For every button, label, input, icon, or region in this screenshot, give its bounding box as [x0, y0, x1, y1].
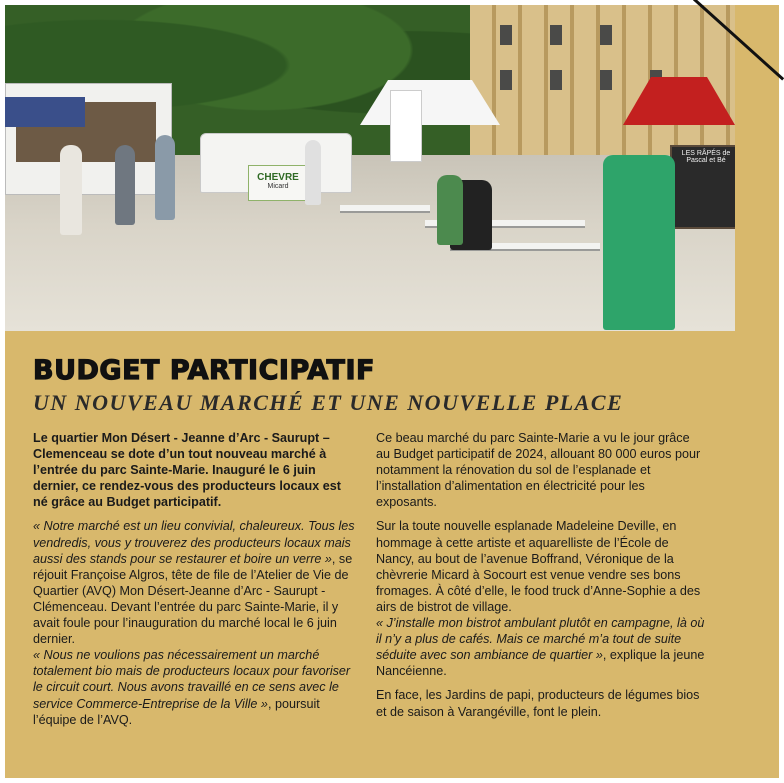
chalkboard-text: LES RÂPÉS de Pascal et Bé: [681, 150, 731, 164]
person: [115, 145, 135, 225]
cheese-sign-title: CHEVRE: [257, 172, 299, 183]
right-paragraph-2: [376, 518, 706, 679]
building-window: [500, 70, 512, 90]
person: [437, 175, 463, 245]
quote: « J’installe mon bistrot ambulant plutôt en campagne, là où il n’y a plus de cafés. Mais ce marché m’a tout de suite séduite avec son ambiance de quartier »: [376, 616, 705, 663]
menu-chalkboard: [670, 145, 735, 229]
right-paragraph-3: En face, les Jardins de papi, producteurs de légumes bios et de saison à Varangéville, font le plein.: [376, 688, 700, 719]
market-photo: [5, 5, 735, 331]
building-window: [600, 70, 612, 90]
right-paragraph-1: Ce beau marché du parc Sainte-Marie a vu le jour grâce au Budget participatif de 2024, allouant 80 000 euros pour notamment la rénovation du sol de l’esplanade et l’installation d’alimentation en électricité pour les exposants.: [376, 431, 701, 510]
article-subtitle: UN NOUVEAU MARCHÉ ET UNE NOUVELLE PLACE: [33, 390, 624, 415]
left-column: [33, 430, 359, 736]
article-intro: Le quartier Mon Désert - Jeanne d’Arc - Saurupt – Clemenceau se dote d’un tout nouveau marché à l’entrée du parc Sainte-Marie. Inauguré le 6 juin dernier, ce rendez-vous des producteurs locaux est né grâce au Budget participatif.: [33, 431, 341, 510]
body-text: , explique la jeune Nancéienne.: [376, 648, 705, 679]
body-text: Sur la toute nouvelle esplanade Madeleine Deville, en hommage à cette artiste et aquarelliste de l’École de Nancy, au bout de l’avenue Boffrand, Véronique de la chèvrerie Micard à Socourt est venue vendre ses bons fromages. À côté d’elle, le food truck d’Anne-Sophie a des airs de bistrot de village.: [376, 519, 701, 614]
body-text: , se réjouit Françoise Algros, tête de file de l’Atelier de Vie de Quartier (AVQ) Mon Désert-Jeanne d’Arc - Saurupt - Clémenceau. Devant l’entrée du parc Sainte-Marie, il y avait foule pour l’inauguration du marché local le 6 juin dernier.: [33, 551, 353, 647]
left-paragraph-2: [33, 518, 359, 727]
quote: « Notre marché est un lieu convivial, chaleureux. Tous les vendredis, vous y trouverez des producteurs locaux mais aussi des stands pour se restaurer et boire un verre »: [33, 519, 355, 566]
picnic-table: [340, 205, 430, 213]
building-window: [500, 25, 512, 45]
building-window: [550, 25, 562, 45]
cheese-sign-sub: Micard: [267, 183, 289, 190]
cheese-stand-sign: [248, 165, 308, 201]
person: [603, 155, 675, 330]
article-title: BUDGET PARTICIPATIF: [33, 355, 375, 386]
building-window: [600, 25, 612, 45]
person: [305, 140, 321, 205]
person: [60, 145, 82, 235]
right-column: [376, 430, 706, 728]
tent-banner: [390, 90, 422, 162]
body-text: , poursuit l’équipe de l’AVQ.: [33, 696, 320, 727]
quote: « Nous ne voulions pas nécessairement un marché totalement bio mais de producteurs locaux pour favoriser le circuit court. Nous avons travaillé en ce sens avec le service Commerce-Entreprise de la Ville »: [33, 648, 351, 711]
person: [155, 135, 175, 220]
blue-awning: [5, 97, 85, 127]
building-window: [550, 70, 562, 90]
